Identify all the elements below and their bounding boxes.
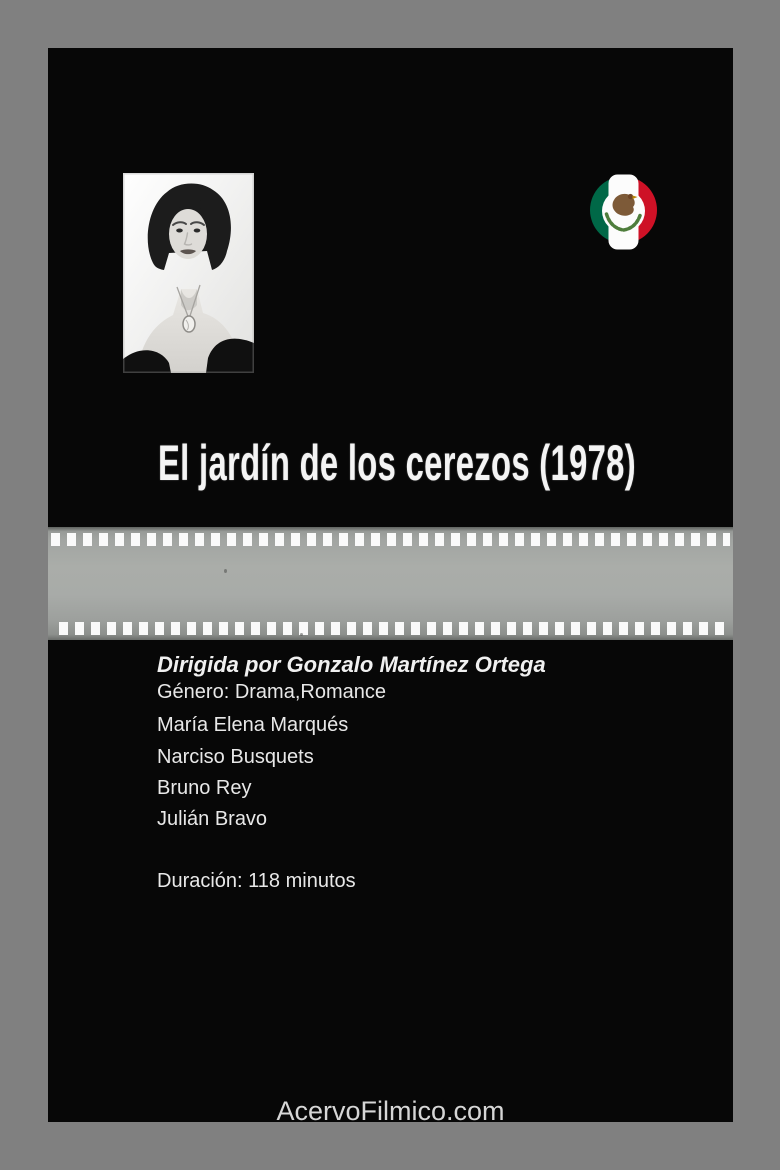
cast-member: Narciso Busquets: [157, 746, 314, 768]
movie-title-text: El jardín de los cerezos (1978): [158, 435, 636, 491]
director-line: Dirigida por Gonzalo Martínez Ortega: [157, 652, 546, 677]
poster-black-area: [48, 48, 733, 1122]
actress-portrait-photo: [123, 173, 254, 373]
cast-member: Julián Bravo: [157, 808, 268, 830]
cast-member: Bruno Rey: [157, 777, 252, 799]
film-perforations-bottom: [59, 622, 730, 635]
duration-line: Duración: 118 minutos: [157, 870, 356, 892]
film-perforations-top: [51, 533, 730, 546]
film-grain-speck: [224, 569, 227, 573]
site-watermark: AcervoFilmico.com: [276, 1096, 505, 1122]
film-grain-speck: [300, 633, 303, 636]
film-strip-band: [48, 527, 733, 640]
genre-line: Género: Drama,Romance: [157, 681, 386, 703]
mexico-flag-icon: [590, 174, 657, 250]
movie-title: [158, 435, 733, 491]
cast-member: María Elena Marqués: [157, 714, 349, 736]
